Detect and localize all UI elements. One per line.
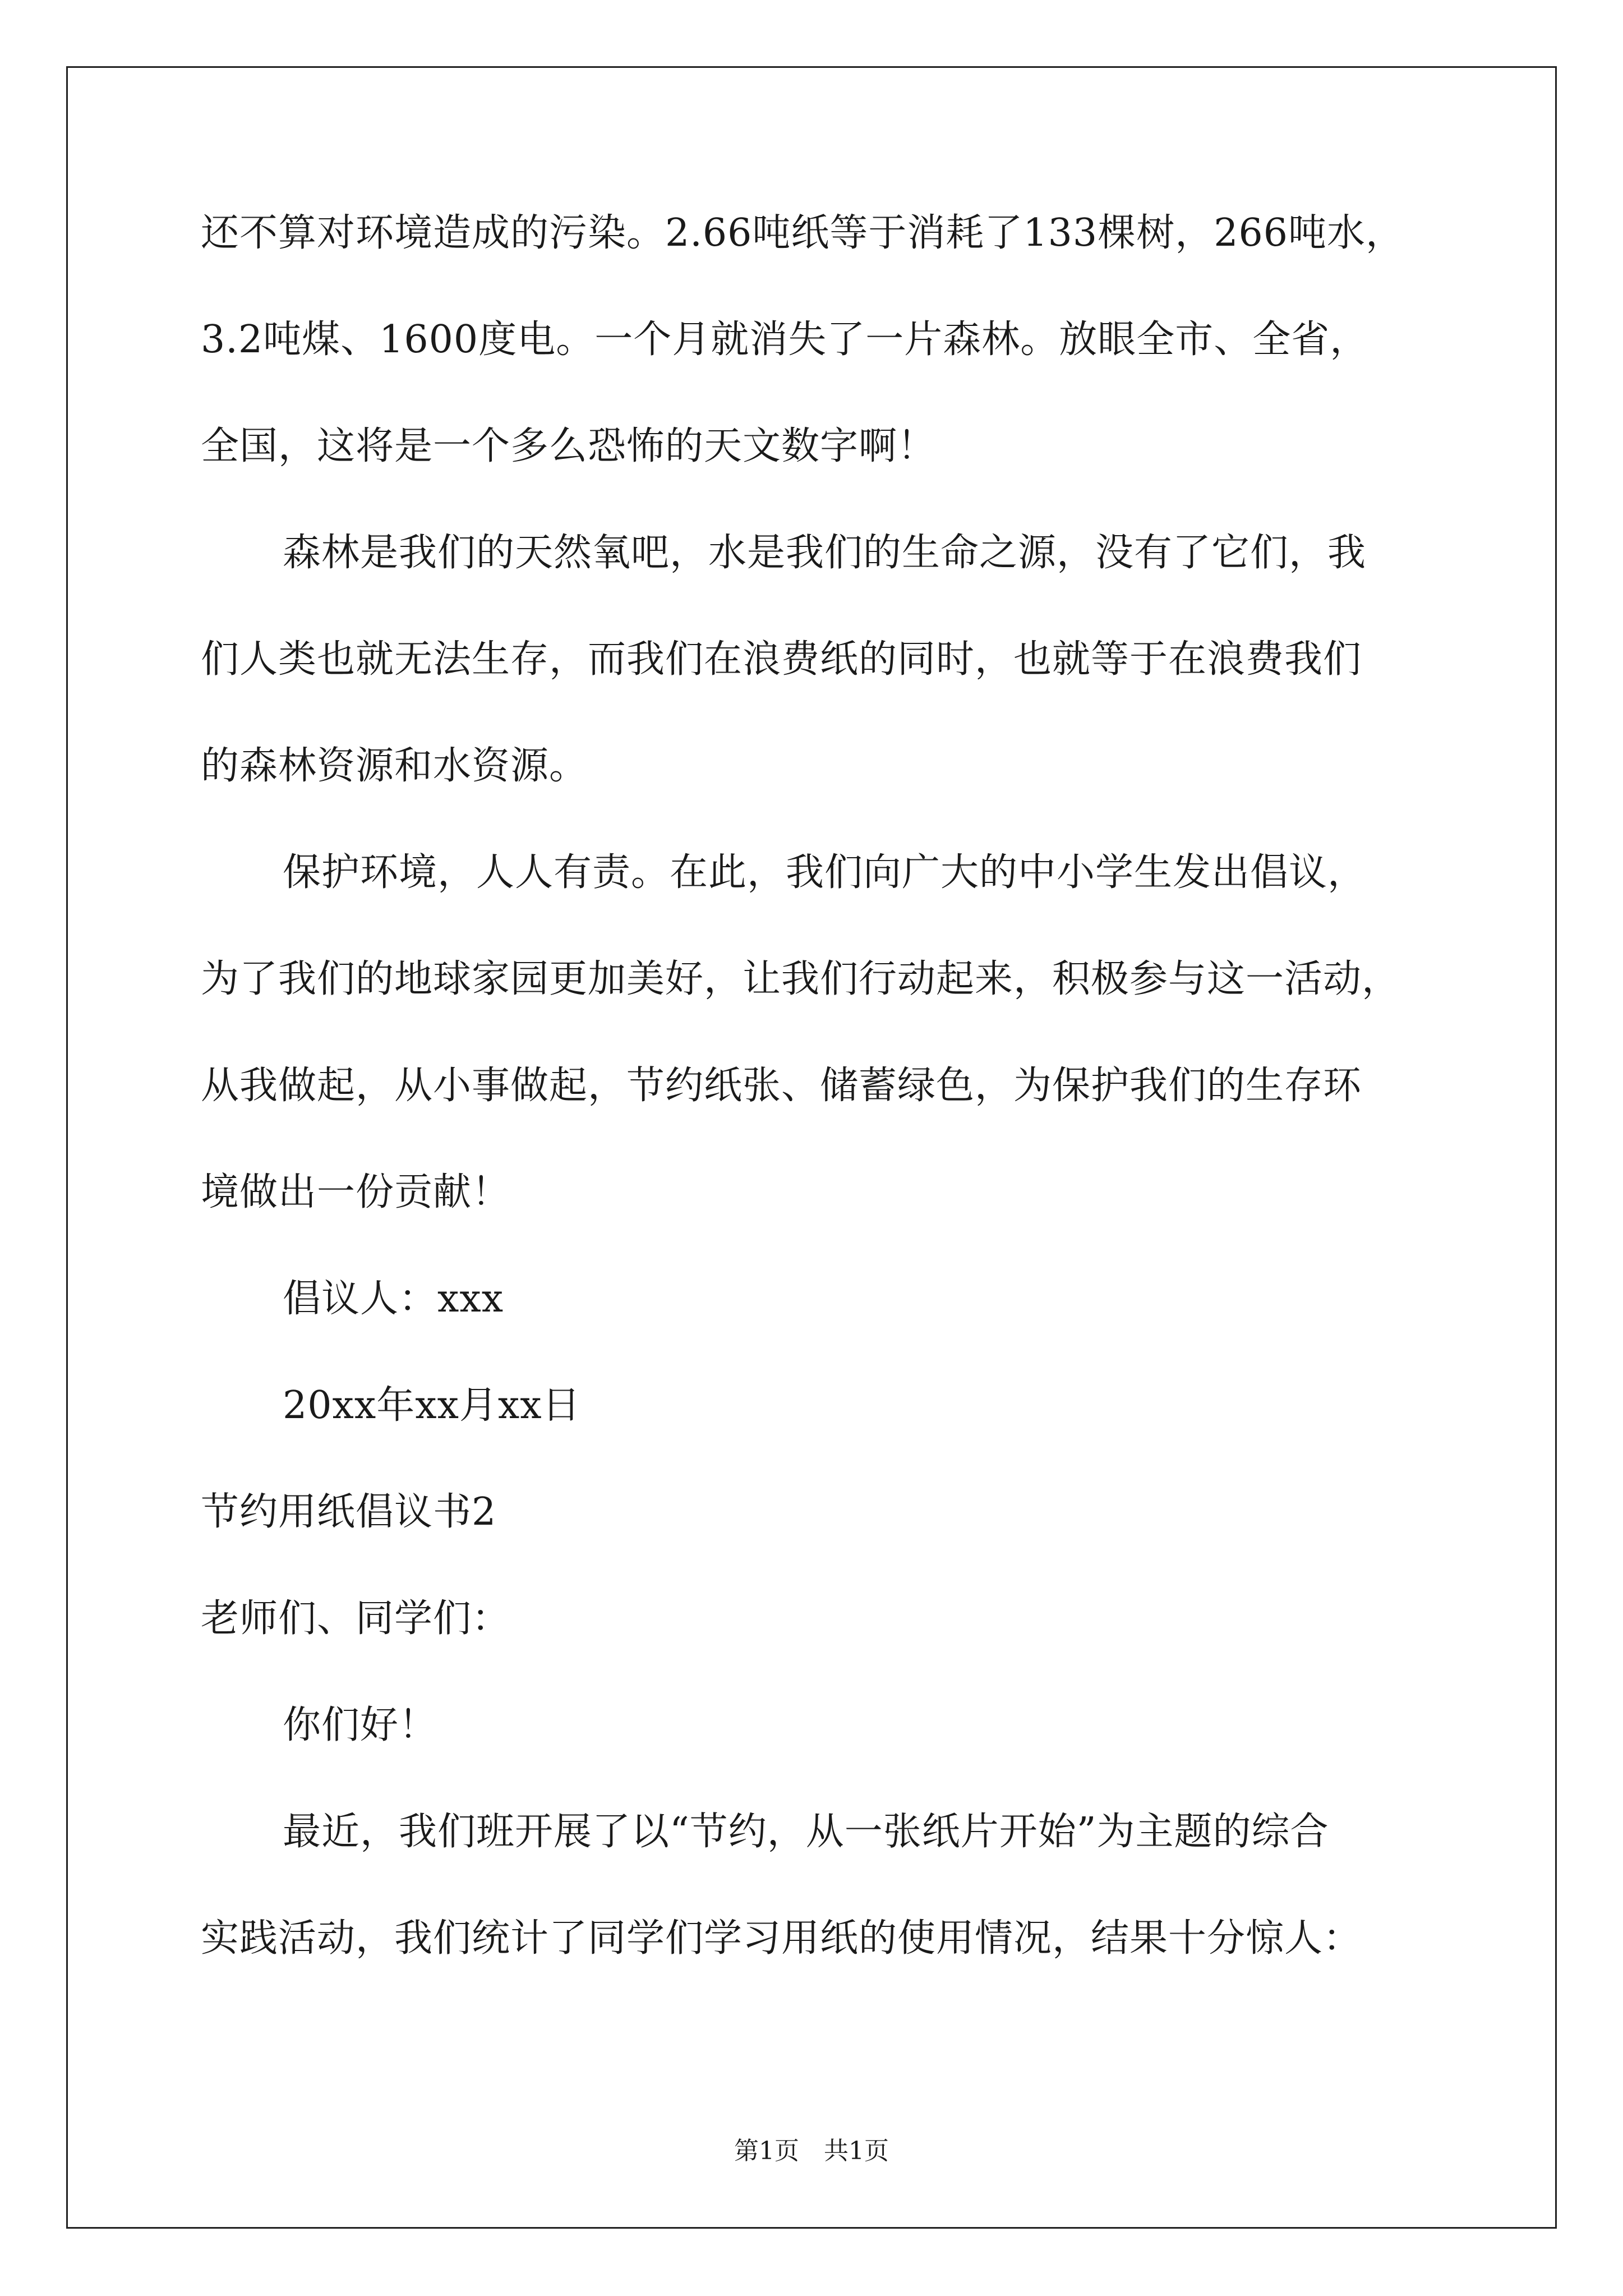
page-footer: 第1页 共1页 — [734, 2137, 889, 2165]
signature-line: 倡议人：xxx — [283, 1277, 504, 1321]
text-line: 还不算对环境造成的污染。2.66吨纸等于消耗了133棵树，266吨水， — [201, 211, 1404, 255]
text-line: 全国，这将是一个多么恐怖的天文数字啊！ — [201, 424, 937, 468]
section-title: 节约用纸倡议书2 — [201, 1490, 497, 1534]
text-line: 为了我们的地球家园更加美好，让我们行动起来，积极参与这一活动， — [201, 957, 1401, 1001]
text-line: 最近，我们班开展了以“节约，从一张纸片开始”为主题的综合 — [283, 1810, 1329, 1854]
date-line: 20xx年xx月xx日 — [283, 1383, 581, 1428]
document-body — [201, 213, 1435, 2025]
text-line: 从我做起，从小事做起，节约纸张、储蓄绿色，为保护我们的生存环 — [201, 1064, 1362, 1108]
salutation: 老师们、同学们： — [201, 1596, 511, 1641]
text-line: 保护环境，人人有责。在此，我们向广大的中小学生发出倡议， — [283, 850, 1367, 895]
greeting: 你们好！ — [283, 1703, 438, 1747]
text-line: 3.2吨煤、1600度电。一个月就消失了一片森林。放眼全市、全省， — [201, 318, 1369, 362]
text-line: 境做出一份贡献！ — [201, 1170, 511, 1214]
text-line: 的森林资源和水资源。 — [201, 744, 588, 788]
text-line: 森林是我们的天然氧吧，水是我们的生命之源，没有了它们，我 — [283, 531, 1367, 575]
text-line: 们人类也就无法生存，而我们在浪费纸的同时，也就等于在浪费我们 — [201, 637, 1362, 682]
text-line: 实践活动，我们统计了同学们学习用纸的使用情况，结果十分惊人： — [201, 1916, 1362, 1961]
